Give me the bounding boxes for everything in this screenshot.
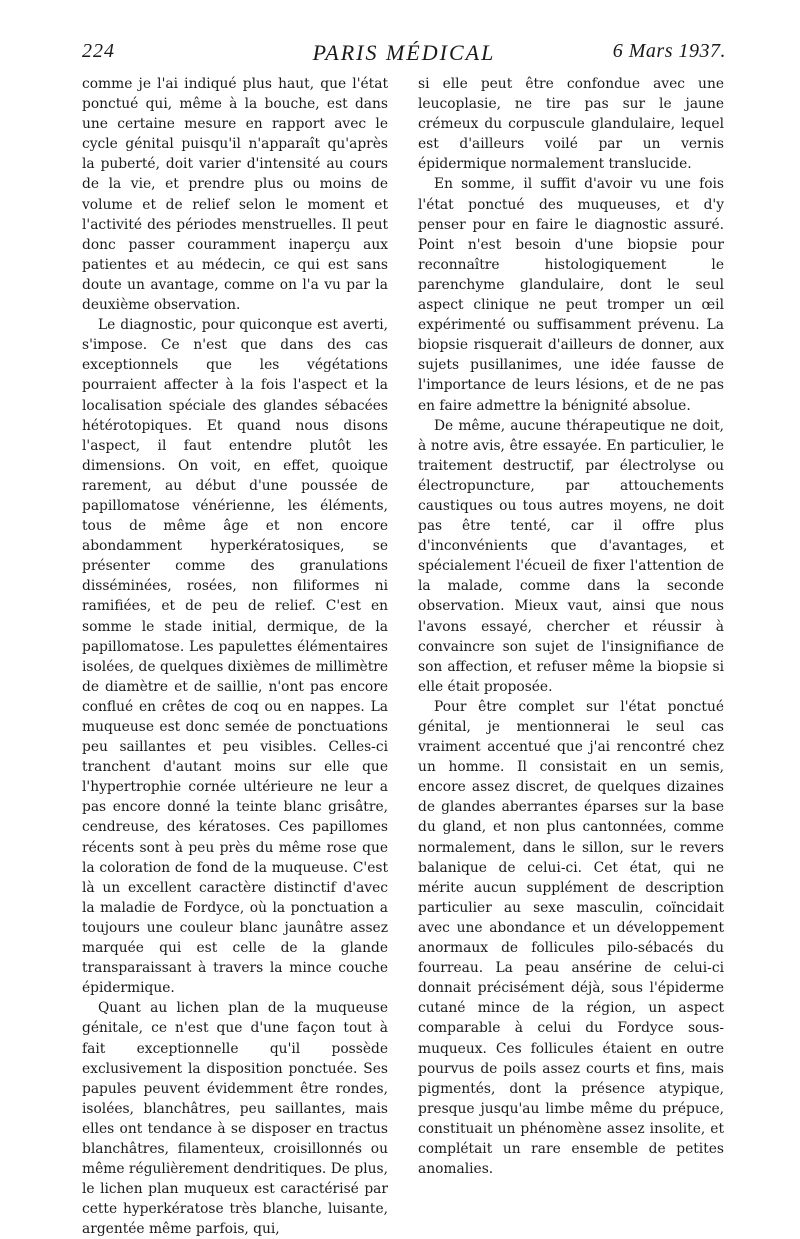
running-header bbox=[82, 40, 726, 70]
paragraph: comme je l'ai indiqué plus haut, que l'état ponctué qui, même à la bouche, est dans une certaine mesure en rapport avec le cycle génital puisqu'il n'apparaît qu'après la puberté, doit varier d'intensité au cours de la vie, et prendre plus ou moins de volume et de relief selon le moment et l'activité des périodes menstruelles. Il peut donc passer couramment inaperçu aux patientes et au médecin, ce qui est sans doute un avantage, comme on l'a vu par la deuxième observation. bbox=[82, 76, 388, 314]
issue-date: 6 Mars 1937. bbox=[612, 40, 726, 62]
right-column bbox=[418, 74, 724, 1179]
paragraph: si elle peut être confondue avec une leucoplasie, ne tire pas sur le jaune crémeux du corpuscule glandulaire, lequel est d'ailleurs voilé par un vernis épidermique normalement translucide. bbox=[418, 76, 724, 173]
left-column bbox=[82, 74, 388, 1239]
paragraph: Quant au lichen plan de la muqueuse génitale, ce n'est que d'une façon tout à fait exceptionnelle qu'il possède exclusivement la disposition ponctuée. Ses papules peuvent évidemment être rondes, isolées, blanchâtres, peu saillantes, mais elles ont tendance à se disposer en tractus blanchâtres, filamenteux, croisillonnés ou même régulièrement dendritiques. De plus, le lichen plan muqueux est caractérisé par cette hyperkératose très blanche, luisante, argentée même parfois, qui, bbox=[82, 1000, 388, 1238]
paragraph: De même, aucune thérapeutique ne doit, à notre avis, être essayée. En particulier, le traitement destructif, par électrolyse ou électropuncture, par attouchements caustiques ou tous autres moyens, ne doit pas être tenté, car il offre plus d'inconvénients que d'avantages, et spécialement l'écueil de fixer l'attention de la malade, comme dans la seconde observation. Mieux vaut, ainsi que nous l'avons essayé, chercher et réussir à convaincre son sujet de l'insignifiance de son affection, et refuser même la biopsie si elle était proposée. bbox=[418, 417, 724, 695]
paragraph: Le diagnostic, pour quiconque est averti, s'impose. Ce n'est que dans des cas exceptionnels que les végétations pourraient affecter à la fois l'aspect et la localisation spéciale des glandes sébacées hétérotopiques. Et quand nous disons l'aspect, il faut entendre plutôt les dimensions. On voit, en effet, quoique rarement, au début d'une poussée de papillomatose vénérienne, les éléments, tous de même âge et non encore abondamment hyperkératosiques, se présenter comme des granulations disséminées, rosées, non filiformes ni ramifiées, et de peu de relief. C'est en somme le stade initial, dermique, de la papillomatose. Les papulettes élémentaires isolées, de quelques dixièmes de millimètre de diamètre et de saillie, n'ont pas encore conflué en crêtes de coq ou en nappes. La muqueuse est donc semée de ponctuations peu saillantes et peu visibles. Celles-ci tranchent d'autant moins sur elle que l'hypertrophie cornée ultérieure ne leur a pas encore donné la teinte blanc grisâtre, cendreuse, des kératoses. Ces papillomes récents sont à peu près du même rose que la coloration de fond de la muqueuse. C'est là un excellent caractère distinctif d'avec la maladie de Fordyce, où la ponctuation a toujours une couleur blanc jaunâtre assez marquée qui est celle de la glande transparaissant à travers la mince couche épidermique. bbox=[82, 317, 388, 997]
page-number: 224 bbox=[82, 40, 115, 62]
paragraph: En somme, il suffit d'avoir vu une fois l'état ponctué des muqueuses, et d'y penser pour en faire le diagnostic assuré. Point n'est besoin d'une biopsie pour reconnaître histologiquement le parenchyme glandulaire, dont le seul aspect clinique ne peut tromper un œil expérimenté ou suffisamment prévenu. La biopsie risquerait d'ailleurs de donner, aux sujets pusillanimes, une idée fausse de l'importance de leurs lésions, et de ne pas en faire admettre la bénignité absolue. bbox=[418, 176, 724, 414]
journal-title: PARIS MÉDICAL bbox=[312, 40, 496, 65]
paragraph: Pour être complet sur l'état ponctué génital, je mentionnerai le seul cas vraiment accentué que j'ai rencontré chez un homme. Il consistait en un semis, encore assez discret, de quelques dizaines de glandes aberrantes éparses sur la base du gland, et non plus cantonnées, comme normalement, dans le sillon, sur le revers balanique de celui-ci. Cet état, qui ne mérite aucun supplément de description particulier au sexe masculin, coïncidait avec une abondance et un développement anormaux de follicules pilo-sébacés du fourreau. La peau ansérine de celui-ci donnait précisément déjà, sous l'épiderme cutané mince de la région, un aspect comparable à celui du Fordyce sous-muqueux. Ces follicules étaient en outre pourvus de poils assez courts et fins, mais pigmentés, dont la présence atypique, presque jusqu'au limbe même du prépuce, constituait un phénomène assez insolite, et complétait un rare ensemble de petites anomalies. bbox=[418, 698, 724, 1178]
